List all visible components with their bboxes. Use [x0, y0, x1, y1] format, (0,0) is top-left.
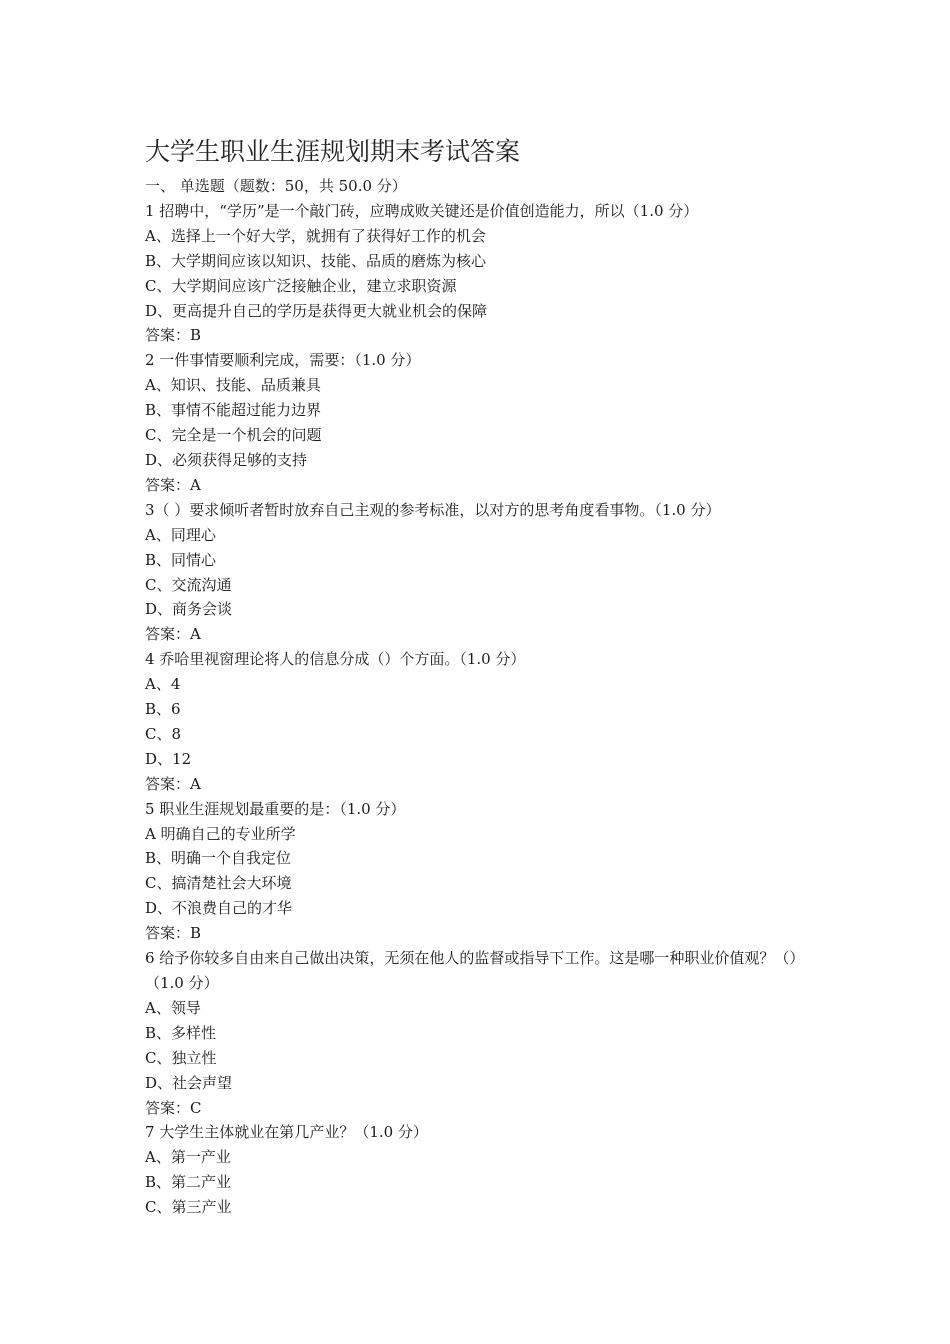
option-d: D、12 — [145, 749, 192, 768]
option-a: A、4 — [145, 675, 181, 694]
option-d: D、不浪费自己的才华 — [145, 899, 293, 918]
question-text: 7 大学生主体就业在第几产业？（1.0 分） — [145, 1123, 428, 1142]
answer-text: 答案：A — [145, 625, 201, 644]
option-b: B、同情心 — [145, 550, 217, 569]
option-d: D、社会声望 — [145, 1073, 233, 1092]
answer-text: 答案：B — [145, 326, 202, 345]
option-d: D、必须获得足够的支持 — [145, 450, 308, 469]
question-text: 1 招聘中，“学历”是一个敲门砖，应聘成败关键还是价值创造能力，所以（1.0 分） — [145, 201, 699, 220]
option-c: C、交流沟通 — [145, 575, 232, 594]
option-c: C、第三产业 — [145, 1198, 232, 1217]
option-c: C、大学期间应该广泛接触企业，建立求职资源 — [145, 276, 457, 295]
question-text: 3（ ）要求倾听者暂时放弃自己主观的参考标准，以对方的思考角度看事物。（1.0 分） — [145, 500, 721, 519]
option-a: A、同理心 — [145, 525, 216, 544]
option-a: A 明确自己的专业所学 — [145, 824, 296, 843]
option-b: B、6 — [145, 700, 181, 719]
question-text: 6 给予你较多自由来自己做出决策，无须在他人的监督或指导下工作。这是哪一种职业价值观？（）（1.0 分） — [145, 949, 805, 992]
option-d: D、更高提升自己的学历是获得更大就业机会的保障 — [145, 301, 488, 320]
option-c: C、完全是一个机会的问题 — [145, 426, 322, 445]
question-text: 2 一件事情要顺利完成，需要：（1.0 分） — [145, 351, 421, 370]
question-block — [145, 647, 815, 796]
option-a: A、第一产业 — [145, 1148, 231, 1167]
answer-text: 答案：A — [145, 475, 201, 494]
question-block — [145, 1120, 815, 1220]
option-c: C、独立性 — [145, 1048, 217, 1067]
question-text: 4 乔哈里视窗理论将人的信息分成（）个方面。（1.0 分） — [145, 650, 526, 669]
question-block — [145, 797, 815, 946]
question-block — [145, 199, 815, 348]
option-a: A、知识、技能、品质兼具 — [145, 376, 321, 395]
question-block — [145, 498, 815, 647]
question-block — [145, 348, 815, 497]
question-text: 5 职业生涯规划最重要的是：（1.0 分） — [145, 799, 406, 818]
option-a: A、选择上一个好大学，就拥有了获得好工作的机会 — [145, 226, 486, 245]
option-d: D、商务会谈 — [145, 600, 233, 619]
document-body — [145, 174, 815, 1220]
question-block — [145, 946, 815, 1120]
section-heading: 一、 单选题（题数：50，共 50.0 分） — [145, 177, 407, 195]
option-b: B、大学期间应该以知识、技能、品质的磨炼为核心 — [145, 251, 487, 270]
option-b: B、多样性 — [145, 1023, 217, 1042]
option-b: B、事情不能超过能力边界 — [145, 401, 322, 420]
option-a: A、领导 — [145, 998, 201, 1017]
document-title: 大学生职业生涯规划期末考试答案 — [145, 137, 521, 166]
answer-text: 答案：C — [145, 1098, 202, 1117]
answer-text: 答案：A — [145, 774, 201, 793]
answer-text: 答案：B — [145, 924, 202, 943]
option-b: B、第二产业 — [145, 1173, 232, 1192]
option-c: C、8 — [145, 724, 182, 743]
option-c: C、搞清楚社会大环境 — [145, 874, 292, 893]
option-b: B、明确一个自我定位 — [145, 849, 292, 868]
